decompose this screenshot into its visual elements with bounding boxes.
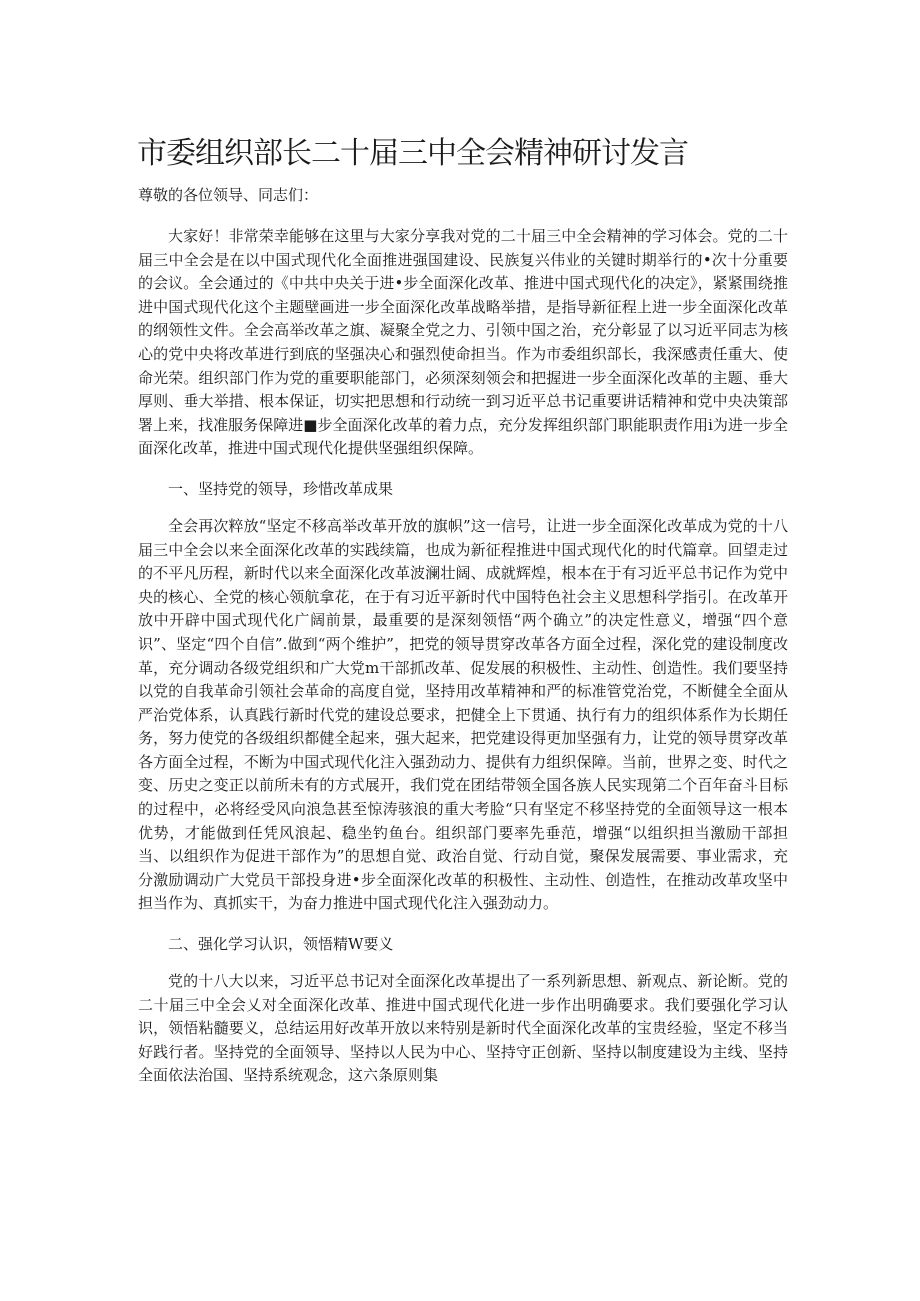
salutation: 尊敬的各位领导、同志们： (138, 186, 319, 204)
paragraph-section-1: 全会再次粹放“坚定不移高举改革开放的旗帜”这一信号，让进一步全面深化改革成为党的十八届三中全会以来全面深化改革的实践续篇，也成为新征程推进中国式现代化的时代篇章。回望走过的不平凡历程，新时代以来全面深化改革波澜壮阔、成就辉煌，根本在于有习近平总书记作为党中央的核心、全党的核心领航拿花，在于有习近平新时代中国特色社会主义思想科学指引。在改革开放中开辟中国式现代化广阔前景，最重要的是深刻领悟“两个确立”的决定性意义，增强“四个意识”、坚定“四个自信”.做到“两个维护”，把党的领导贯穿改革各方面全过程，深化党的建设制度改革，充分调动各级党组织和广大党m干部抓改革、促发展的积极性、主动性、创造性。我们要坚持以党的自我革命引领社会革命的高度自觉，坚持用改革精神和严的标准管党治党，不断健全全面从严治党体系，认真践行新时代党的建设总要求，把健全上下贯通、执行有力的组织体系作为长期任务，努力使党的各级组织都健全起来，强大起来，把党建设得更加坚强有力，让党的领导贯穿改革各方面全过程，不断为中国式现代化注入强劲动力、提供有力组织保障。当前，世界之变、时代之变、历史之变正以前所未有的方式展开，我们党在团结带领全国各族人民实现第二个百年奋斗目标的过程中，必将经受风向浪急甚至惊涛骇浪的重大考脸“只有坚定不移坚持党的全面领导这一根本优势，才能做到任凭风浪起、稳坐钓鱼台。组织部门要率先垂范，增强“以组织担当激励干部担当、以组织作为促进干部作为”的思想自觉、政治自觉、行动自觉，聚保发展需要、事业需求，充分激励调动广大党员干部投身进•步全面深化改革的积极性、主动性、创造性，在推动改革攻坚中担当作为、真抓实干，为奋力推进中国式现代化注入强劲动力。 (138, 516, 788, 913)
document-title: 市委组织部长二十届三中全会精神研讨发言 (137, 136, 688, 171)
section-heading-1: 一、坚持党的领导，珍惜改革成果 (168, 479, 394, 498)
document-body (138, 183, 788, 1104)
paragraph-section-2: 党的十八大以来，习近平总书记对全面深化改革提出了一系列新思想、新观点、新论断。党的二十届三中全会乂对全面深化改革、推进中国式现代化进一步作出明确要求。我们要强化学习认识，领悟粘髓要义，总结运用好改革开放以来特别是新时代全面深化改革的宝贵经验，坚定不移当好践行者。坚持党的全面领导、坚持以人民为中心、坚持守正创新、坚持以制度建设为主线、坚持全面依法治国、坚持系统观念，这六条原则集 (138, 972, 788, 1085)
paragraph-opening: 大家好！非常荣幸能够在这里与大家分享我对党的二十届三中全会精神的学习体会。党的二十届三中全会是在以中国式现代化全面推进强国建设、民族复兴伟业的关键时期举行的•次十分重要的会议。全会通过的《中共中央关于进•步全面深化改革、推进中国式现代化的决定》，紧紧围绕推进中国式现代化这个主题壁画进一步全面深化改革战略举措，是指导新征程上进一步全面深化改革的纲领性文件。全会高举改革之旗、凝聚全党之力、引领中国之治，充分彰显了以习近平同志为核心的党中央将改革进行到底的坚强决心和强烈使命担当。作为市委组织部长，我深感责任重大、使命光荣。组织部门作为党的重要职能部门，必须深刻领会和把握进一步全面深化改革的主题、垂大厚则、垂大举措、根本保证，切实把思想和行动统一到习近平总书记重要讲话精神和党中央决策部署上来，找准服务保障进■步全面深化改革的着力点，充分发挥组织部门职能职责作用i为进一步全面深化改革，推进中国式现代化提供坚强组织保障。 (138, 227, 788, 458)
section-heading-2: 二、强化学习认识，领悟精W要义 (168, 935, 394, 954)
